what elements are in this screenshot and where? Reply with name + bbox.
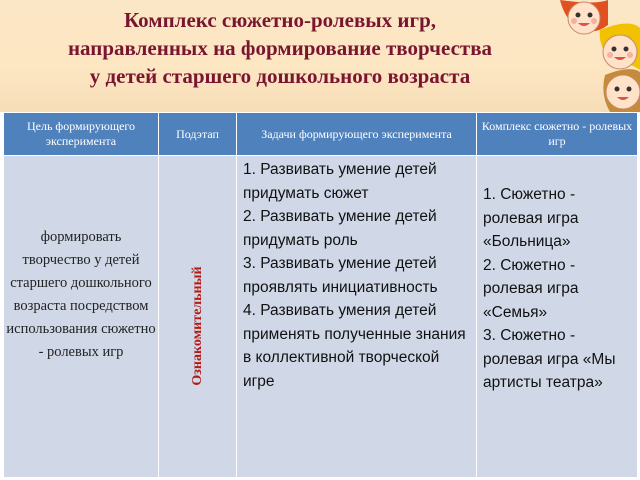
title-line-3: у детей старшего дошкольного возраста [89,64,471,88]
games-cell [477,156,638,478]
game-item: 2. Сюжетно - ролевая игра «Семья» [483,256,579,321]
children-illustration [500,0,640,112]
stage-cell [159,156,237,478]
title-line-1: Комплекс сюжетно-ролевых игр, [123,8,437,32]
goal-cell [4,156,159,478]
header-goal: Цель формирующего эксперимента [4,113,159,156]
header-stage: Подэтап [159,113,237,156]
header-tasks: Задачи формирующего эксперимента [237,113,477,156]
task-item: 1. Развивать умение детей придумать сюжет [243,161,437,202]
task-item: 2. Развивать умение детей придумать роль [243,208,437,249]
goal-text: формировать творчество у детей старшего дошкольного возраста посредством использования сюжетно - ролевых игр [6,229,156,360]
game-item: 3. Сюжетно - ролевая игра «Мы артисты театра» [483,327,616,391]
page-title [0,6,560,90]
task-list [237,156,476,393]
games-list [477,156,637,395]
table-header-row [4,113,638,156]
task-item: 4. Развивать умения детей применять полученные знания в коллективной творческой игре [243,302,466,390]
stage-label: Ознакомительный [189,266,205,386]
title-band [0,0,640,112]
title-line-2: направленных на формирование творчества [67,36,493,60]
table-row [4,156,638,478]
tasks-cell [237,156,477,478]
game-item: 1. Сюжетно - ролевая игра «Больница» [483,186,579,250]
program-table [3,112,638,478]
task-item: 3. Развивать умение детей проявлять инициативность [243,255,438,296]
header-games: Комплекс сюжетно - ролевых игр [477,113,638,156]
